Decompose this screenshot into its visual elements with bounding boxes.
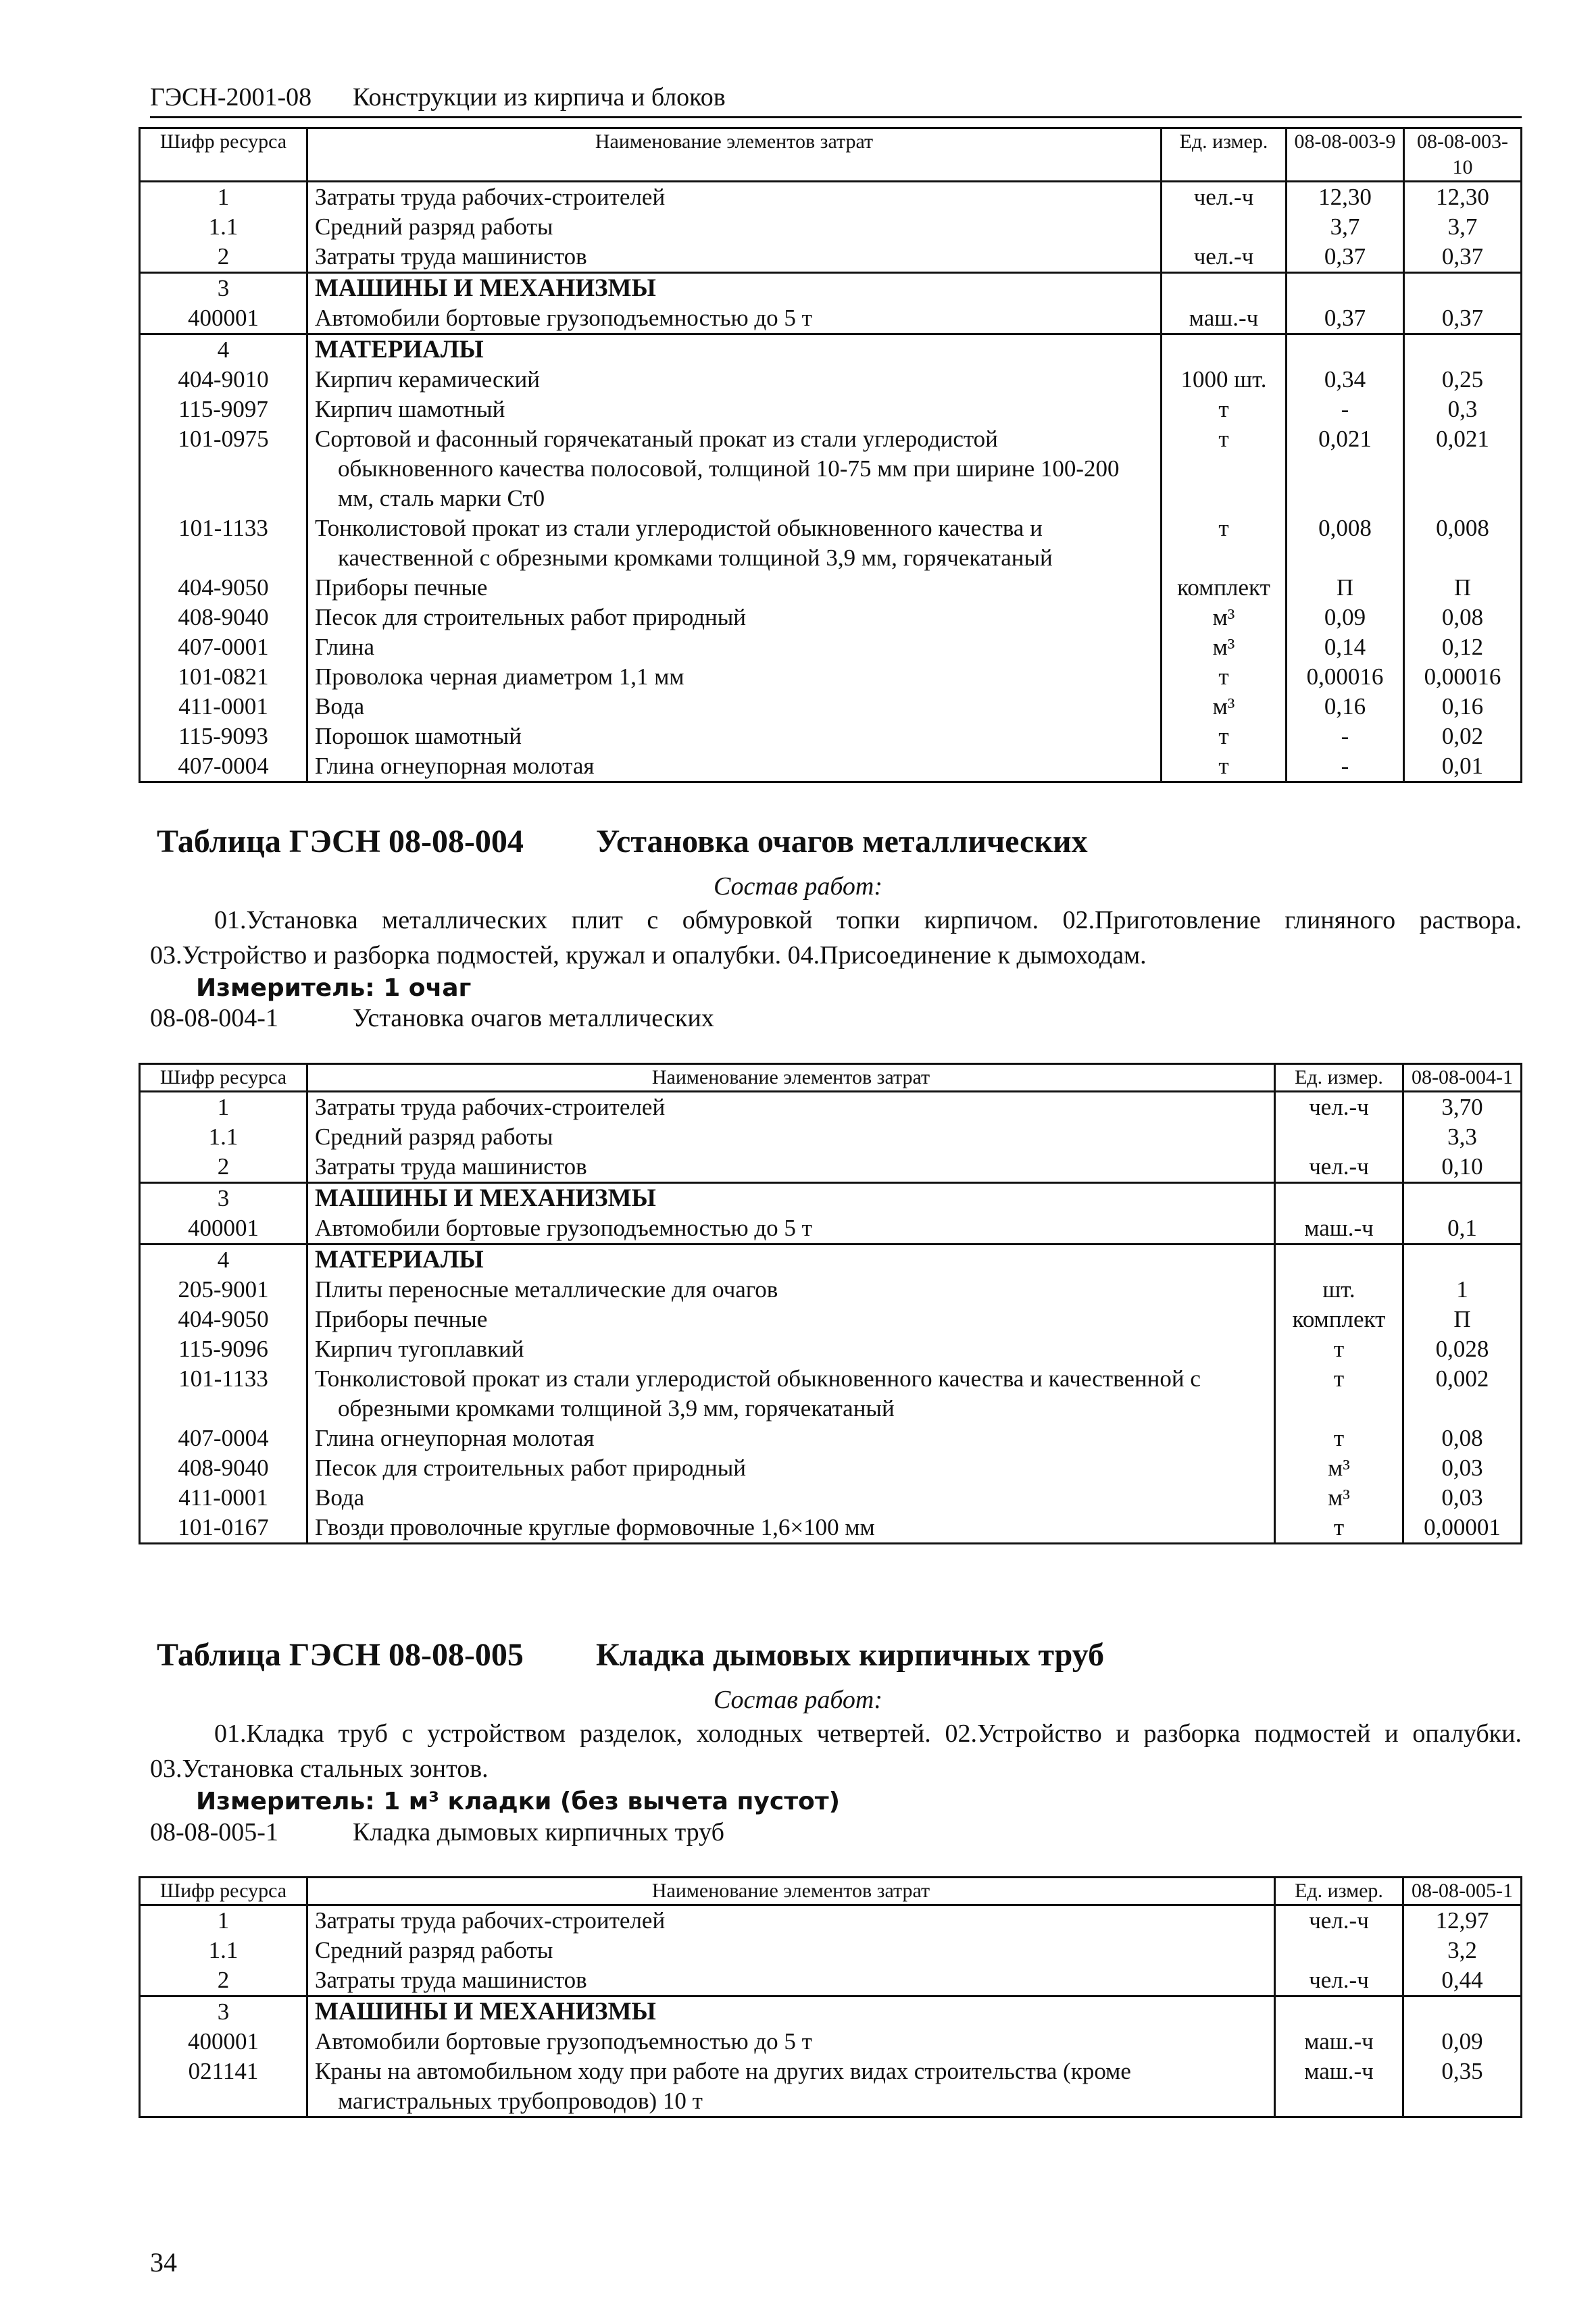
resource-name xyxy=(307,632,1162,662)
norm-value: 0,03 xyxy=(1403,1483,1522,1513)
resource-name-text: Вода xyxy=(315,1484,365,1511)
resource-name-text: Глина огнеупорная молотая xyxy=(315,1425,595,1451)
norm-value: 0,09 xyxy=(1403,2027,1522,2057)
table-row xyxy=(140,1905,1522,1936)
resource-code: 404-9010 xyxy=(140,365,307,395)
resource-code: 205-9001 xyxy=(140,1275,307,1305)
section-row xyxy=(140,1996,1522,2028)
norm-value xyxy=(1287,273,1404,304)
resource-name xyxy=(307,1965,1275,1996)
resource-name-text: Приборы печные xyxy=(315,574,488,601)
resource-name-text: МАТЕРИАЛЫ xyxy=(315,336,484,363)
norm-value: 0,3 xyxy=(1404,395,1522,424)
resource-code: 407-0004 xyxy=(140,751,307,782)
norm-value: 3,7 xyxy=(1404,212,1522,242)
table-title xyxy=(157,1636,1105,1674)
norm-value: 0,09 xyxy=(1287,603,1404,632)
norm-value xyxy=(1287,334,1404,366)
resource-name xyxy=(307,1905,1275,1936)
table-row xyxy=(140,1152,1522,1183)
unit xyxy=(1275,1183,1403,1214)
resource-name-text: Гвозди проволочные круглые формовочные 1,6×100 мм xyxy=(315,1514,875,1540)
norm-value: 0,12 xyxy=(1404,632,1522,662)
norm-value xyxy=(1404,273,1522,304)
resource-code: 101-0821 xyxy=(140,662,307,692)
resource-code: 1 xyxy=(140,182,307,213)
col-header-norm: 08-08-003-10 xyxy=(1404,128,1522,182)
unit: м³ xyxy=(1162,603,1287,632)
table-row xyxy=(140,303,1522,334)
resource-name-text: Песок для строительных работ природный xyxy=(315,604,746,630)
table-row xyxy=(140,1213,1522,1244)
norm-value: 0,08 xyxy=(1404,603,1522,632)
resource-name xyxy=(307,573,1162,603)
norm-value: П xyxy=(1403,1305,1522,1334)
resource-name-text: Автомобили бортовые грузоподъемностью до 5 т xyxy=(315,305,812,331)
resource-table-08-08-003 xyxy=(139,127,1522,783)
resource-name xyxy=(307,2057,1275,2117)
col-header-name: Наименование элементов затрат xyxy=(307,1878,1275,1905)
unit xyxy=(1275,1244,1403,1276)
norm-line xyxy=(150,1003,714,1033)
table-row xyxy=(140,632,1522,662)
norm-value: 0,01 xyxy=(1404,751,1522,782)
resource-code: 2 xyxy=(140,242,307,273)
resource-name xyxy=(307,1483,1275,1513)
table-row xyxy=(140,1092,1522,1123)
resource-name xyxy=(307,1275,1275,1305)
resource-name xyxy=(307,365,1162,395)
work-composition-label: Состав работ: xyxy=(713,1686,883,1714)
resource-name xyxy=(307,1152,1275,1183)
unit: чел.-ч xyxy=(1275,1905,1403,1936)
resource-name xyxy=(307,303,1162,334)
resource-name-text: Затраты труда рабочих-строителей xyxy=(315,1094,666,1120)
col-header-unit: Ед. измер. xyxy=(1275,1878,1403,1905)
resource-code: 4 xyxy=(140,334,307,366)
norm-value: 0,14 xyxy=(1287,632,1404,662)
unit: м³ xyxy=(1162,692,1287,722)
resource-name-text: Затраты труда машинистов xyxy=(315,243,587,270)
norm-value: 0,44 xyxy=(1403,1965,1522,1996)
norm-value: 0,34 xyxy=(1287,365,1404,395)
unit: маш.-ч xyxy=(1275,1213,1403,1244)
resource-name xyxy=(307,513,1162,573)
resource-name xyxy=(307,395,1162,424)
table-row xyxy=(140,1965,1522,1996)
table-body xyxy=(140,1905,1522,2117)
resource-name xyxy=(307,692,1162,722)
col-header-norm: 08-08-004-1 xyxy=(1403,1064,1522,1092)
norm-value: 0,16 xyxy=(1287,692,1404,722)
resource-name-text: Кирпич шамотный xyxy=(315,396,505,422)
resource-code: 4 xyxy=(140,1244,307,1276)
table-row xyxy=(140,1122,1522,1152)
table-row xyxy=(140,662,1522,692)
norm-value: 0,021 xyxy=(1287,424,1404,513)
resource-code: 115-9097 xyxy=(140,395,307,424)
col-header-code: Шифр ресурса xyxy=(140,128,307,182)
norm-value: 0,03 xyxy=(1403,1453,1522,1483)
norm-value: 3,70 xyxy=(1403,1092,1522,1123)
norm-value: 0,008 xyxy=(1404,513,1522,573)
norm-value: 0,002 xyxy=(1403,1364,1522,1424)
norm-value: 0,08 xyxy=(1403,1424,1522,1453)
resource-name-text: Глина огнеупорная молотая xyxy=(315,753,595,779)
norm-value: 0,16 xyxy=(1404,692,1522,722)
resource-name xyxy=(307,1122,1275,1152)
resource-name-text: Порошок шамотный xyxy=(315,723,522,749)
resource-name xyxy=(307,242,1162,273)
resource-name-text: Приборы печные xyxy=(315,1306,488,1332)
resource-table-08-08-004 xyxy=(139,1063,1522,1544)
norm-value: 0,37 xyxy=(1404,242,1522,273)
table-row xyxy=(140,395,1522,424)
work-composition-text: 01.Кладка труб с устройством разделок, холодных четвертей. 02.Устройство и разборка подмостей и опалубки. 03.Установка стальных зонтов. xyxy=(150,1719,1522,1783)
resource-name-text: Средний разряд работы xyxy=(315,1124,553,1150)
table-row xyxy=(140,603,1522,632)
unit: маш.-ч xyxy=(1275,2057,1403,2117)
norm-value: П xyxy=(1404,573,1522,603)
norm-value xyxy=(1404,334,1522,366)
table-row xyxy=(140,751,1522,782)
table-title xyxy=(157,823,1088,860)
norm-value: 12,30 xyxy=(1404,182,1522,213)
work-composition-label: Состав работ: xyxy=(713,872,883,901)
resource-name-text: Автомобили бортовые грузоподъемностью до 5 т xyxy=(315,2028,812,2055)
resource-name xyxy=(307,1513,1275,1544)
norm-name: Кладка дымовых кирпичных труб xyxy=(353,1818,724,1846)
norm-value: 0,25 xyxy=(1404,365,1522,395)
table-row xyxy=(140,1453,1522,1483)
col-header-code: Шифр ресурса xyxy=(140,1064,307,1092)
resource-code: 408-9040 xyxy=(140,603,307,632)
table-row xyxy=(140,1513,1522,1544)
resource-name xyxy=(307,1936,1275,1965)
resource-name-text: Затраты труда машинистов xyxy=(315,1967,587,1993)
resource-name xyxy=(307,1183,1275,1214)
unit: т xyxy=(1162,424,1287,513)
unit: шт. xyxy=(1275,1275,1403,1305)
resource-name xyxy=(307,1244,1275,1276)
resource-code: 400001 xyxy=(140,303,307,334)
measure-unit: Измеритель: 1 очаг xyxy=(196,974,472,1002)
resource-code: 101-0167 xyxy=(140,1513,307,1544)
unit: чел.-ч xyxy=(1162,182,1287,213)
unit: т xyxy=(1275,1513,1403,1544)
table-row xyxy=(140,573,1522,603)
table-body xyxy=(140,182,1522,782)
table-name: Установка очагов металлических xyxy=(596,824,1088,859)
resource-name xyxy=(307,1305,1275,1334)
unit: чел.-ч xyxy=(1162,242,1287,273)
resource-name-text: Средний разряд работы xyxy=(315,1937,553,1963)
work-composition-text: 01.Установка металлических плит с обмуровкой топки кирпичом. 02.Приготовление глиняного раствора. 03.Устройство и разборка подмостей, кружал и опалубки. 04.Присоединение к дымоходам. xyxy=(150,906,1522,970)
norm-value: 0,00001 xyxy=(1403,1513,1522,1544)
col-header-norm: 08-08-003-9 xyxy=(1287,128,1404,182)
resource-name xyxy=(307,424,1162,513)
resource-code: 400001 xyxy=(140,1213,307,1244)
resource-name xyxy=(307,1213,1275,1244)
unit xyxy=(1275,1996,1403,2028)
table-row xyxy=(140,365,1522,395)
resource-code: 1.1 xyxy=(140,1122,307,1152)
resource-name xyxy=(307,603,1162,632)
unit: м³ xyxy=(1275,1483,1403,1513)
resource-name-text: Автомобили бортовые грузоподъемностью до 5 т xyxy=(315,1215,812,1241)
resource-code: 115-9096 xyxy=(140,1334,307,1364)
table-row xyxy=(140,1936,1522,1965)
resource-name xyxy=(307,751,1162,782)
table-label: Таблица ГЭСН 08-08-004 xyxy=(157,824,524,859)
resource-code: 3 xyxy=(140,273,307,304)
resource-code: 3 xyxy=(140,1996,307,2028)
table-row xyxy=(140,513,1522,573)
unit: м³ xyxy=(1162,632,1287,662)
col-header-norm: 08-08-005-1 xyxy=(1403,1878,1522,1905)
unit xyxy=(1275,1936,1403,1965)
resource-table-08-08-005 xyxy=(139,1876,1522,2118)
norm-name: Установка очагов металлических xyxy=(353,1004,714,1032)
resource-code: 115-9093 xyxy=(140,722,307,751)
section-row xyxy=(140,1244,1522,1276)
norm-value: 0,021 xyxy=(1404,424,1522,513)
resource-code: 1.1 xyxy=(140,1936,307,1965)
col-header-name: Наименование элементов затрат xyxy=(307,128,1162,182)
norm-value: 1 xyxy=(1403,1275,1522,1305)
resource-code: 407-0001 xyxy=(140,632,307,662)
norm-value: 0,00016 xyxy=(1287,662,1404,692)
resource-name-text: МАТЕРИАЛЫ xyxy=(315,1246,484,1274)
table-label: Таблица ГЭСН 08-08-005 xyxy=(157,1637,524,1673)
unit xyxy=(1162,212,1287,242)
resource-name-text: МАШИНЫ И МЕХАНИЗМЫ xyxy=(315,1184,656,1212)
resource-name xyxy=(307,1453,1275,1483)
resource-code: 1.1 xyxy=(140,212,307,242)
norm-value: 0,1 xyxy=(1403,1213,1522,1244)
col-header-unit: Ед. измер. xyxy=(1275,1064,1403,1092)
resource-code: 3 xyxy=(140,1183,307,1214)
norm-value: 0,00016 xyxy=(1404,662,1522,692)
resource-name-text: Затраты труда рабочих-строителей xyxy=(315,184,666,210)
unit: т xyxy=(1162,513,1287,573)
resource-code: 101-1133 xyxy=(140,1364,307,1424)
table-row xyxy=(140,1305,1522,1334)
resource-name-text: Кирпич тугоплавкий xyxy=(315,1336,524,1362)
resource-code: 400001 xyxy=(140,2027,307,2057)
resource-name-text: Вода xyxy=(315,693,365,720)
resource-name xyxy=(307,1092,1275,1123)
resource-code: 411-0001 xyxy=(140,1483,307,1513)
resource-code: 404-9050 xyxy=(140,1305,307,1334)
unit: комплект xyxy=(1275,1305,1403,1334)
table-row xyxy=(140,212,1522,242)
table-row xyxy=(140,1364,1522,1424)
unit xyxy=(1162,273,1287,304)
table-row xyxy=(140,2057,1522,2117)
resource-code: 101-0975 xyxy=(140,424,307,513)
table-row xyxy=(140,242,1522,273)
table-row xyxy=(140,1275,1522,1305)
resource-name-text: Глина xyxy=(315,634,375,660)
col-header-code: Шифр ресурса xyxy=(140,1878,307,1905)
resource-name xyxy=(307,1364,1275,1424)
table-body xyxy=(140,1092,1522,1544)
resource-name xyxy=(307,182,1162,213)
resource-name xyxy=(307,2027,1275,2057)
unit: маш.-ч xyxy=(1162,303,1287,334)
unit xyxy=(1162,334,1287,366)
unit: т xyxy=(1162,662,1287,692)
resource-name-text: МАШИНЫ И МЕХАНИЗМЫ xyxy=(315,1998,656,2026)
resource-code: 101-1133 xyxy=(140,513,307,573)
resource-name xyxy=(307,273,1162,304)
norm-value: 12,30 xyxy=(1287,182,1404,213)
table-row xyxy=(140,424,1522,513)
section-row xyxy=(140,334,1522,366)
resource-name-text: Тонколистовой прокат из стали углеродистой обыкновенного качества и качественной с обрезными кромками толщиной 3,9 мм, горячекатаный xyxy=(315,1365,1201,1422)
norm-value: 0,10 xyxy=(1403,1152,1522,1183)
resource-name xyxy=(307,1424,1275,1453)
resource-code: 411-0001 xyxy=(140,692,307,722)
unit: т xyxy=(1162,751,1287,782)
resource-name xyxy=(307,722,1162,751)
norm-value: 0,028 xyxy=(1403,1334,1522,1364)
norm-value xyxy=(1403,1244,1522,1276)
norm-value: 3,2 xyxy=(1403,1936,1522,1965)
unit xyxy=(1275,1122,1403,1152)
resource-code: 1 xyxy=(140,1905,307,1936)
unit: чел.-ч xyxy=(1275,1152,1403,1183)
resource-name-text: Краны на автомобильном ходу при работе на других видах строительства (кроме магистральных трубопроводов) 10 т xyxy=(315,2058,1131,2114)
resource-name xyxy=(307,662,1162,692)
unit: чел.-ч xyxy=(1275,1092,1403,1123)
norm-value: - xyxy=(1287,722,1404,751)
norm-value xyxy=(1403,1996,1522,2028)
norm-value: 0,37 xyxy=(1404,303,1522,334)
table-row xyxy=(140,1334,1522,1364)
unit: т xyxy=(1275,1424,1403,1453)
resource-name-text: МАШИНЫ И МЕХАНИЗМЫ xyxy=(315,274,656,302)
resource-name-text: Тонколистовой прокат из стали углеродистой обыкновенного качества и качественной с обрезными кромками толщиной 3,9 мм, горячекатаный xyxy=(315,515,1053,571)
table-row xyxy=(140,1424,1522,1453)
resource-name-text: Затраты труда рабочих-строителей xyxy=(315,1907,666,1934)
unit: маш.-ч xyxy=(1275,2027,1403,2057)
resource-name-text: Проволока черная диаметром 1,1 мм xyxy=(315,663,684,690)
running-header xyxy=(150,82,1522,118)
col-header-name: Наименование элементов затрат xyxy=(307,1064,1275,1092)
norm-value: - xyxy=(1287,751,1404,782)
norm-code: 08-08-004-1 xyxy=(150,1004,278,1032)
resource-name-text: Песок для строительных работ природный xyxy=(315,1455,746,1481)
page-number: 34 xyxy=(150,2247,177,2278)
table-row xyxy=(140,182,1522,213)
norm-value: 0,02 xyxy=(1404,722,1522,751)
table-row xyxy=(140,722,1522,751)
norm-value: 3,7 xyxy=(1287,212,1404,242)
table-row xyxy=(140,2027,1522,2057)
unit: т xyxy=(1275,1364,1403,1424)
resource-code: 021141 xyxy=(140,2057,307,2117)
unit: 1000 шт. xyxy=(1162,365,1287,395)
resource-name-text: Средний разряд работы xyxy=(315,213,553,240)
table-row xyxy=(140,692,1522,722)
table-row xyxy=(140,1483,1522,1513)
resource-code: 2 xyxy=(140,1152,307,1183)
norm-line xyxy=(150,1817,724,1847)
norm-value: П xyxy=(1287,573,1404,603)
norm-value: 0,37 xyxy=(1287,303,1404,334)
unit: т xyxy=(1162,722,1287,751)
header-title: Конструкции из кирпича и блоков xyxy=(353,83,726,111)
norm-value: 0,35 xyxy=(1403,2057,1522,2117)
resource-code: 407-0004 xyxy=(140,1424,307,1453)
resource-name-text: Затраты труда машинистов xyxy=(315,1153,587,1180)
resource-code: 404-9050 xyxy=(140,573,307,603)
measure-unit: Измеритель: 1 м³ кладки (без вычета пустот) xyxy=(196,1788,841,1815)
resource-code: 2 xyxy=(140,1965,307,1996)
resource-name xyxy=(307,1996,1275,2028)
resource-code: 1 xyxy=(140,1092,307,1123)
norm-value: 12,97 xyxy=(1403,1905,1522,1936)
unit: т xyxy=(1162,395,1287,424)
unit: комплект xyxy=(1162,573,1287,603)
table-name: Кладка дымовых кирпичных труб xyxy=(596,1637,1105,1673)
norm-value: - xyxy=(1287,395,1404,424)
unit: м³ xyxy=(1275,1453,1403,1483)
resource-name xyxy=(307,1334,1275,1364)
section-row xyxy=(140,1183,1522,1214)
resource-name xyxy=(307,212,1162,242)
unit: т xyxy=(1275,1334,1403,1364)
resource-name-text: Кирпич керамический xyxy=(315,366,540,393)
resource-name-text: Сортовой и фасонный горячекатаный прокат из стали углеродистой обыкновенного качества полосовой, толщиной 10-75 мм при ширине 100-200 мм, сталь марки Ст0 xyxy=(315,426,1120,511)
col-header-unit: Ед. измер. xyxy=(1162,128,1287,182)
unit: чел.-ч xyxy=(1275,1965,1403,1996)
norm-value xyxy=(1403,1183,1522,1214)
norm-value: 0,008 xyxy=(1287,513,1404,573)
header-code: ГЭСН-2001-08 xyxy=(150,83,312,111)
norm-code: 08-08-005-1 xyxy=(150,1818,278,1846)
norm-value: 0,37 xyxy=(1287,242,1404,273)
resource-name xyxy=(307,334,1162,366)
norm-value: 3,3 xyxy=(1403,1122,1522,1152)
resource-code: 408-9040 xyxy=(140,1453,307,1483)
section-row xyxy=(140,273,1522,304)
resource-name-text: Плиты переносные металлические для очагов xyxy=(315,1276,778,1303)
